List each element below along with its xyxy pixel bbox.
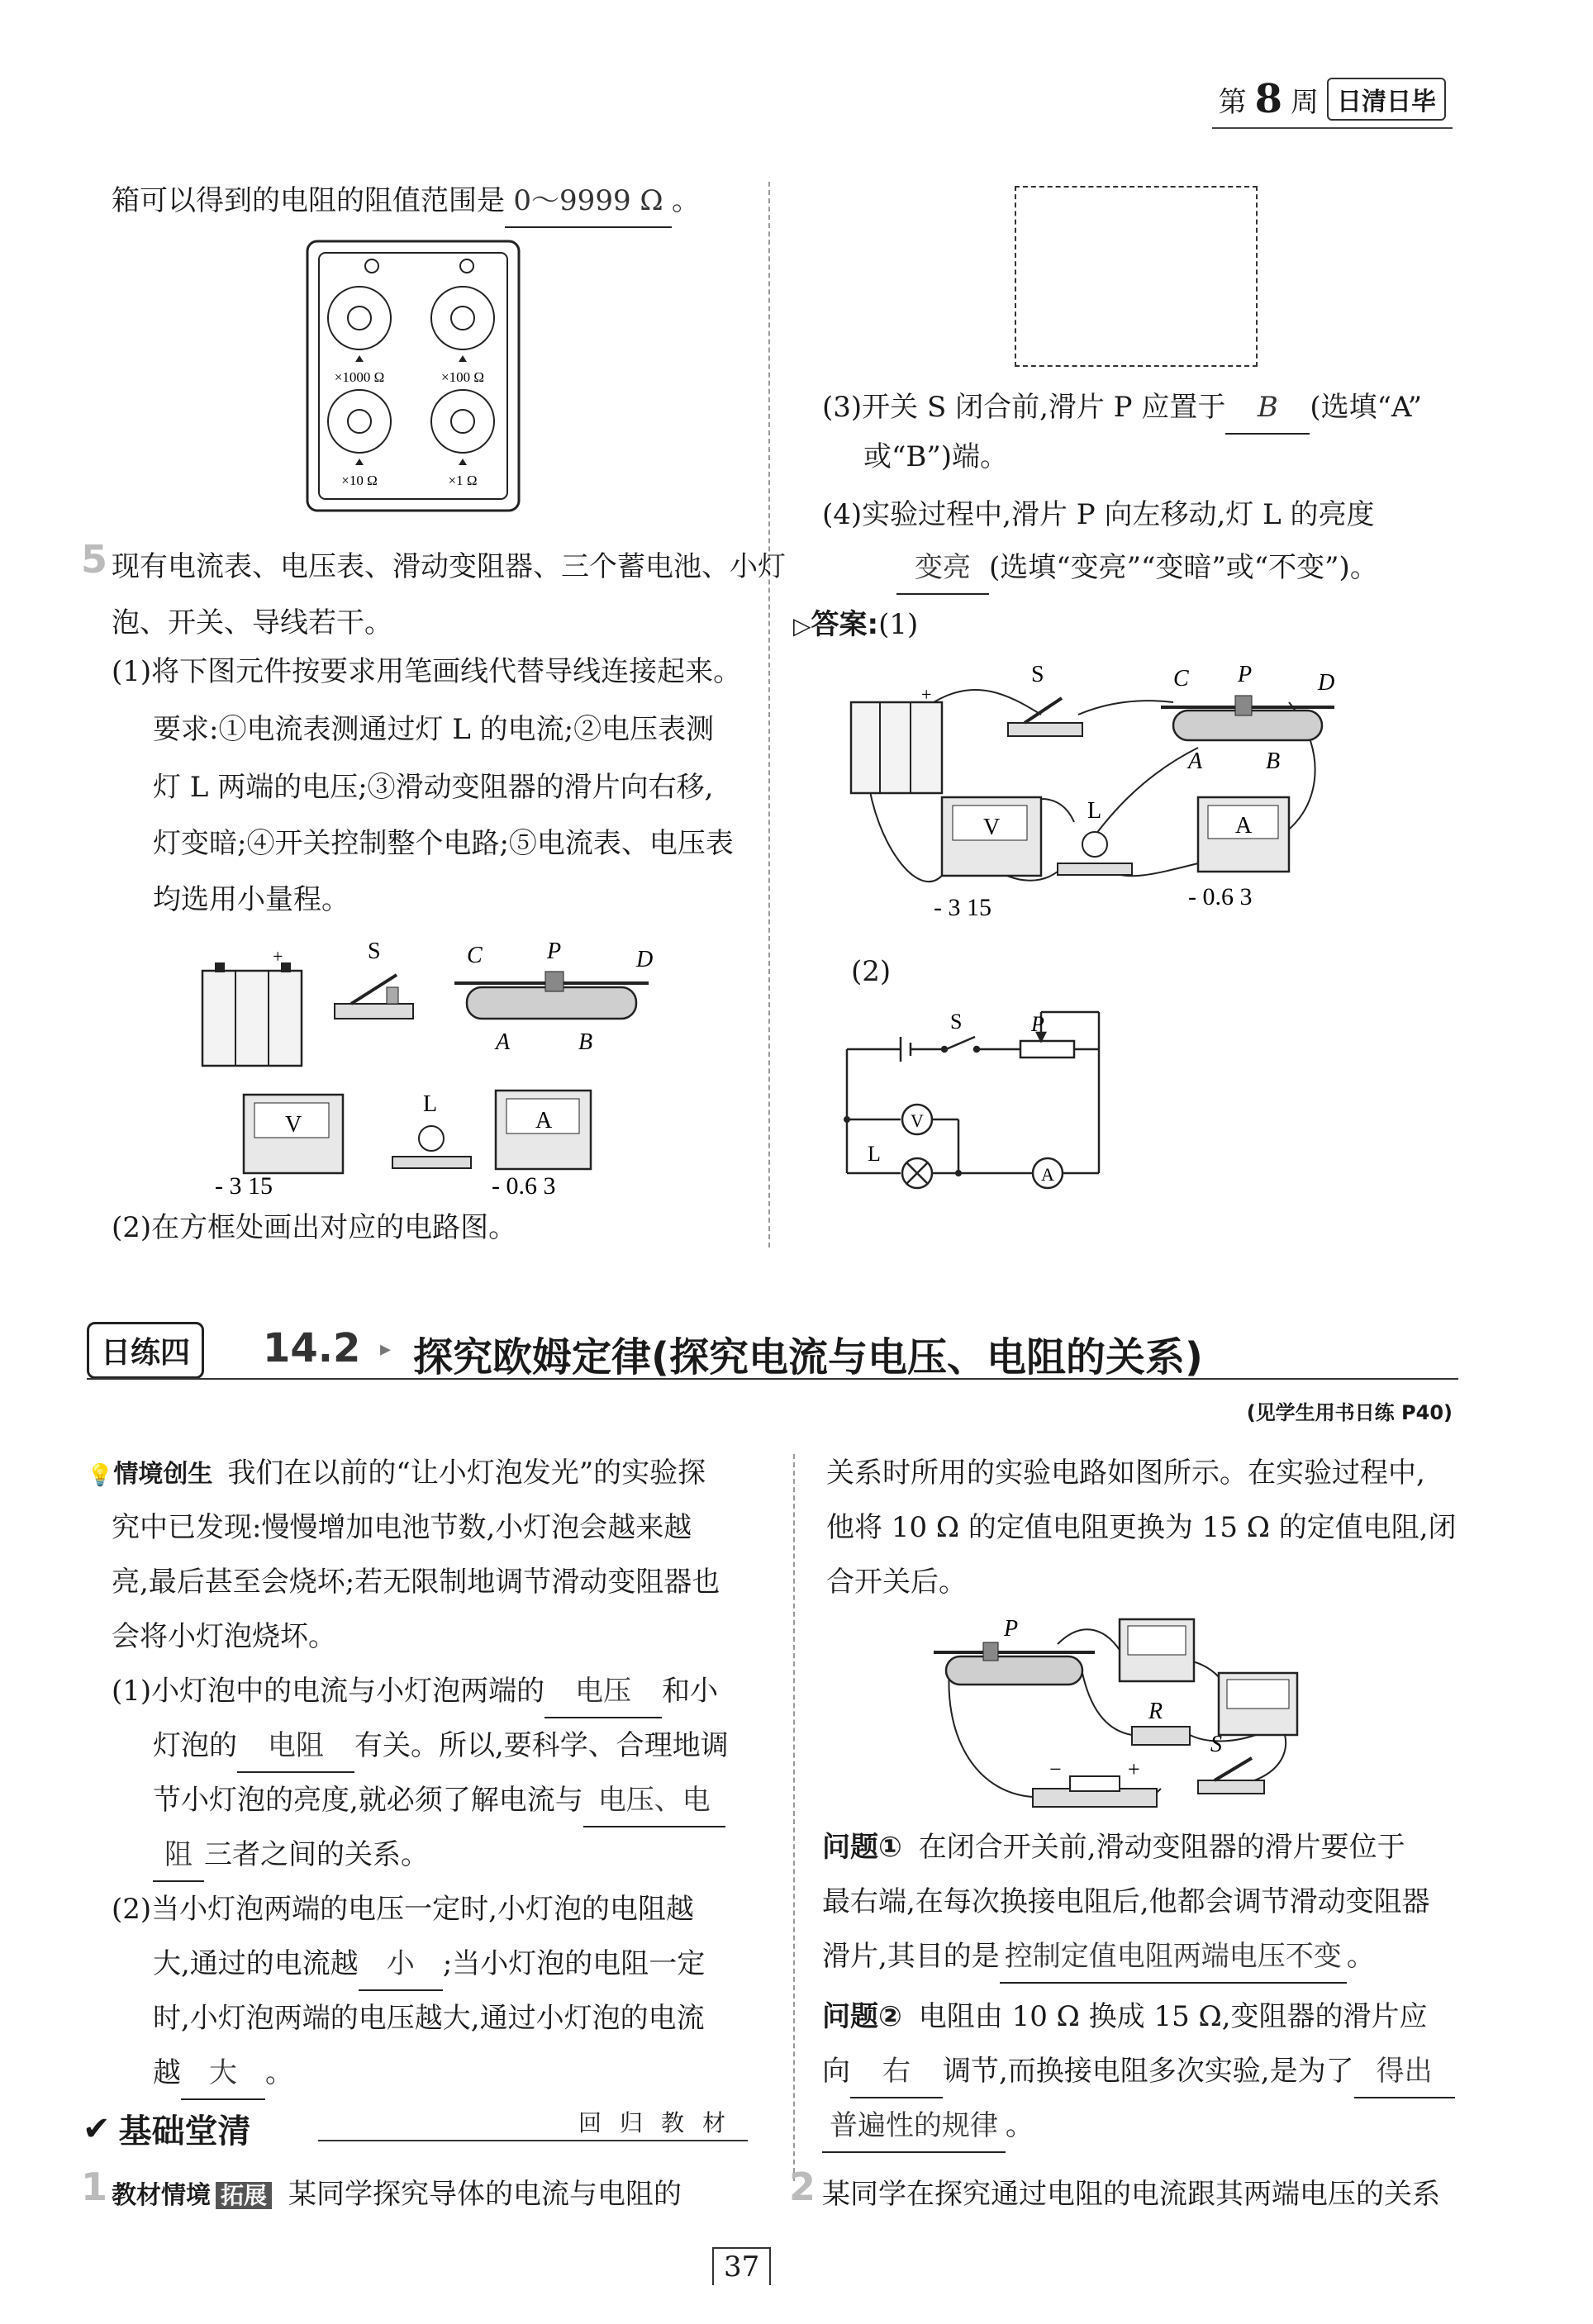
q5-part4-options: (选填“变亮”“变暗”或“不变”)。 [989, 551, 1378, 584]
section-rule [87, 1378, 1458, 1380]
resistance-range-line [112, 175, 700, 228]
answer-ammeter [1188, 797, 1289, 910]
answer-circuit-diagram [835, 1000, 1115, 1198]
scenario-q1-line-1 [112, 1666, 718, 1718]
scenario-label: 情境创生 [113, 1460, 213, 1489]
question-number-2: 2 [789, 2165, 816, 2209]
problem2-text-d: 。 [1006, 2109, 1034, 2142]
q2-text: 某同学在探究通过电阻的电流跟其两端电压的关系 [822, 2178, 1440, 2211]
switch [335, 939, 413, 1019]
question-number-1: 1 [81, 2165, 108, 2209]
header-prefix: 第 [1218, 85, 1247, 119]
scenario-q1-text-d: 有关。所以,要科学、合理地调 [354, 1729, 729, 1762]
scenario-line-4: 会将小灯泡烧坏。 [112, 1620, 336, 1653]
scenario-line-1 [87, 1447, 706, 1501]
answer-wiring-figure [843, 653, 1355, 925]
rb-line-2: 他将 10 Ω 的定值电阻更换为 15 Ω 的定值电阻,闭 [826, 1511, 1457, 1544]
answer-rheostat-a: A [1188, 749, 1203, 774]
q5-part4-line-2 [896, 542, 1378, 595]
exp-battery-plus: + [1128, 1757, 1140, 1781]
rheostat-label-p: P [547, 939, 562, 964]
voltmeter [215, 1095, 343, 1198]
lamp-label: L [423, 1091, 438, 1117]
voltmeter-symbol: V [285, 1112, 302, 1138]
resistance-range-end: 。 [672, 184, 700, 217]
q1-extend-tag: 拓展 [216, 2182, 272, 2209]
basics-heading [83, 2105, 251, 2152]
scenario-q2-text-e: 越 [153, 2056, 181, 2089]
section-badge: 日练四 [87, 1322, 204, 1379]
answer-rheostat-b: B [1266, 749, 1281, 774]
answer-label: 答案: [811, 608, 879, 641]
scenario-q2-answer-2: 大 [181, 2047, 265, 2100]
exp-switch-label: S [1210, 1732, 1222, 1757]
section-title: 探究欧姆定律(探究电流与电压、电阻的关系) [413, 1334, 1203, 1381]
answer-ammeter-scale: - 0.6 3 [1188, 883, 1253, 910]
dial-label-1000: ×1000 Ω [334, 369, 385, 385]
basics-side-3: 教 [661, 2109, 685, 2136]
circuit-diagram-box [1015, 186, 1258, 367]
diagram-switch-label: S [950, 1010, 963, 1034]
q5-part3-answer: B [1225, 382, 1310, 435]
problem1-line-3 [822, 1931, 1375, 1984]
problem2-answer-2a: 得出 [1354, 2046, 1455, 2098]
rb-line-3: 合开关后。 [826, 1566, 967, 1599]
experiment-figure [925, 1611, 1305, 1818]
q5-part1-line-5: 均选用小量程。 [153, 883, 350, 916]
q5-part2: (2)在方框处画出对应的电路图。 [112, 1211, 517, 1244]
problem1-label: 问题① [822, 1831, 902, 1864]
rb-line-1: 关系时所用的实验电路如图所示。在实验过程中, [826, 1457, 1425, 1490]
section-reference: (见学生用书日练 P40) [1246, 1401, 1453, 1424]
problem1-line-2: 最右端,在每次换接电阻后,他都会调节滑动变阻器 [822, 1885, 1430, 1918]
problem2-answer-1: 右 [850, 2046, 943, 2098]
column-divider-top [768, 182, 770, 1248]
basics-side-2: 归 [620, 2109, 644, 2136]
lamp [392, 1091, 471, 1168]
scenario-q1-line-4 [153, 1829, 429, 1882]
problem2-label: 问题② [822, 2000, 902, 2033]
scenario-q2-line-2 [153, 1938, 705, 1991]
q5-text-line-2: 泡、开关、导线若干。 [112, 606, 392, 639]
scenario-q1-answer-3b: 阻 [153, 1829, 204, 1882]
problem2-line-3 [822, 2100, 1034, 2153]
problem1-text-c: 滑片,其目的是 [822, 1940, 1000, 1973]
problem2-text-b: 向 [822, 2055, 850, 2088]
dial-label-1: ×1 Ω [448, 473, 478, 488]
answer-rheostat-d: D [1318, 670, 1335, 696]
dial-label-10: ×10 Ω [341, 473, 378, 488]
exp-rheostat [934, 1616, 1095, 1685]
q5-part1-line-4: 灯变暗;④开关控制整个电路;⑤电流表、电压表 [153, 827, 734, 860]
scenario-q1-answer-1: 电压 [544, 1666, 662, 1718]
answer-rheostat [1161, 662, 1334, 774]
ammeter-scale: - 0.6 3 [492, 1172, 556, 1198]
exp-slider-label: P [1004, 1616, 1019, 1642]
rheostat-label-c: C [467, 943, 483, 968]
basics-side-4: 材 [702, 2109, 726, 2136]
q5-part1-line-3: 灯 L 两端的电压;③滑动变阻器的滑片向右移, [153, 771, 714, 804]
dial-label-100: ×100 Ω [441, 369, 484, 385]
q5-part3-options: (选填“A” [1310, 391, 1422, 424]
rheostat-label-b: B [578, 1029, 593, 1055]
week-number: 8 [1254, 76, 1282, 122]
scenario-q2-text-f: 。 [265, 2056, 293, 2089]
scenario-q2-line-4 [153, 2047, 293, 2100]
battery [202, 946, 302, 1066]
exp-voltmeter [1120, 1619, 1194, 1681]
page-header [1212, 76, 1453, 129]
answer-voltmeter-symbol: V [983, 815, 1001, 840]
q1-label: 教材情境 [112, 2181, 211, 2210]
resistance-range-text: 箱可以得到的电阻的阻值范围是 [112, 184, 505, 217]
answer-voltmeter-scale: - 3 15 [934, 894, 991, 921]
scenario-q2-line-3: 时,小灯泡两端的电压越大,通过小灯泡的电流 [153, 2002, 705, 2035]
scenario-q1-answer-2: 电阻 [237, 1720, 354, 1773]
q1-line [112, 2169, 682, 2222]
column-divider-bottom [793, 1454, 795, 2181]
problem1-line-1 [822, 1822, 1405, 1873]
rheostat-label-a: A [496, 1029, 511, 1055]
scenario-q2-answer-1: 小 [359, 1938, 443, 1991]
scenario-line-2: 究中已发现:慢慢增加电池节数,小灯泡会越来越 [112, 1511, 692, 1544]
q5-part3-line-1 [822, 382, 1422, 435]
answer-part-1: (1) [878, 608, 919, 641]
diagram-lamp-label: L [868, 1142, 881, 1166]
answer-lamp-label: L [1087, 798, 1102, 824]
q5-part3-line-2: 或“B”)端。 [863, 440, 1009, 473]
scenario-text-1: 我们在以前的“让小灯泡发光”的实验探 [227, 1457, 706, 1490]
exp-battery [1033, 1757, 1157, 1807]
components-figure [190, 925, 686, 1198]
problem1-text-d: 。 [1346, 1940, 1375, 1973]
q5-part1-line-2: 要求:①电流表测通过灯 L 的电流;②电压表测 [153, 713, 715, 746]
resistance-range-answer: 0～9999 Ω [505, 175, 672, 228]
answer-icon: ▷ [793, 612, 811, 639]
scenario-q1-answer-3a: 电压、电 [583, 1775, 725, 1827]
scenario-q1-text-e: 节小灯泡的亮度,就必须了解电流与 [153, 1784, 583, 1817]
switch-label: S [368, 939, 381, 964]
problem2-text-c: 调节,而换接电阻多次实验,是为了 [943, 2055, 1354, 2088]
lightbulb-icon: 💡 [87, 1463, 114, 1488]
rheostat-label-d: D [636, 947, 654, 972]
header-suffix: 周 [1291, 85, 1319, 119]
ammeter [492, 1091, 591, 1198]
answer-switch [1008, 662, 1082, 736]
resistance-box-figure [306, 240, 521, 512]
q5-part4-answer: 变亮 [896, 542, 989, 595]
q5-part4-line-1: (4)实验过程中,滑片 P 向左移动,灯 L 的亮度 [822, 498, 1375, 531]
ammeter-symbol: A [535, 1108, 553, 1133]
rheostat [454, 939, 653, 1055]
svg-text:+: + [273, 946, 283, 967]
question-number-5: 5 [81, 537, 108, 582]
q1-text: 某同学探究导体的电流与电阻的 [288, 2178, 682, 2211]
page-number: 37 [712, 2247, 771, 2285]
checkmark-icon: ✔ [83, 2109, 111, 2148]
answer-ammeter-symbol: A [1235, 813, 1253, 839]
q5-part3-text: (3)开关 S 闭合前,滑片 P 应置于 [822, 391, 1226, 424]
scenario-q2-text-c: ;当小灯泡的电阻一定 [442, 1947, 706, 1980]
scenario-line-3: 亮,最后甚至会烧坏;若无限制地调节滑动变阻器也 [112, 1566, 720, 1599]
basics-rule [318, 2140, 748, 2141]
svg-text:+: + [921, 684, 932, 705]
problem1-answer: 控制定值电阻两端电压不变 [1000, 1931, 1347, 1984]
voltmeter-scale: - 3 15 [215, 1172, 273, 1198]
answer-switch-label: S [1031, 662, 1044, 687]
problem2-line-2 [822, 2046, 1455, 2098]
answer-voltmeter [934, 797, 1041, 921]
header-tag: 日清日毕 [1327, 78, 1446, 121]
section-arrow-icon: ▸ [380, 1337, 392, 1362]
problem2-line-1 [822, 1991, 1428, 2042]
answer-rheostat-p: P [1238, 662, 1253, 687]
basics-title: 基础堂清 [118, 2113, 251, 2151]
problem2-answer-2b: 普遍性的规律 [822, 2100, 1006, 2153]
problem1-text-a: 在闭合开关前,滑动变阻器的滑片要位于 [918, 1831, 1405, 1864]
scenario-q1-line-3 [153, 1775, 725, 1827]
scenario-q2-text-b: 大,通过的电流越 [153, 1947, 359, 1980]
diagram-voltmeter-symbol: V [911, 1110, 924, 1131]
exp-ammeter [1219, 1673, 1297, 1735]
scenario-q1-text-c: 灯泡的 [153, 1729, 237, 1762]
scenario-q1-text-f: 三者之间的关系。 [204, 1838, 429, 1871]
answer-battery [851, 684, 942, 793]
basics-side-1: 回 [578, 2109, 602, 2136]
scenario-q1-line-2 [153, 1720, 729, 1773]
answer-part-2: (2) [851, 955, 892, 988]
answer-line [793, 599, 918, 652]
section-number: 14.2 [263, 1325, 361, 1371]
answer-lamp [1058, 798, 1132, 875]
scenario-q1-text-a: (1)小灯泡中的电流与小灯泡两端的 [112, 1675, 545, 1708]
scenario-q1-text-b: 和小 [662, 1675, 719, 1708]
answer-rheostat-c: C [1173, 666, 1189, 691]
basics-side-labels [578, 2105, 725, 2138]
q5-text-line-1: 现有电流表、电压表、滑动变阻器、三个蓄电池、小灯 [112, 550, 786, 583]
exp-resistor-label: R [1148, 1699, 1163, 1724]
scenario-q2-line-1: (2)当小灯泡两端的电压一定时,小灯泡的电阻越 [112, 1893, 694, 1926]
exp-resistor [1132, 1699, 1190, 1745]
exp-battery-minus: − [1049, 1757, 1062, 1781]
diagram-ammeter-symbol: A [1041, 1164, 1054, 1185]
diagram-slider-label: P [1031, 1012, 1044, 1036]
q5-part1-line-1: (1)将下图元件按要求用笔画线代替导线连接起来。 [112, 655, 742, 688]
problem2-text-a: 电阻由 10 Ω 换成 15 Ω,变阻器的滑片应 [918, 2000, 1428, 2033]
